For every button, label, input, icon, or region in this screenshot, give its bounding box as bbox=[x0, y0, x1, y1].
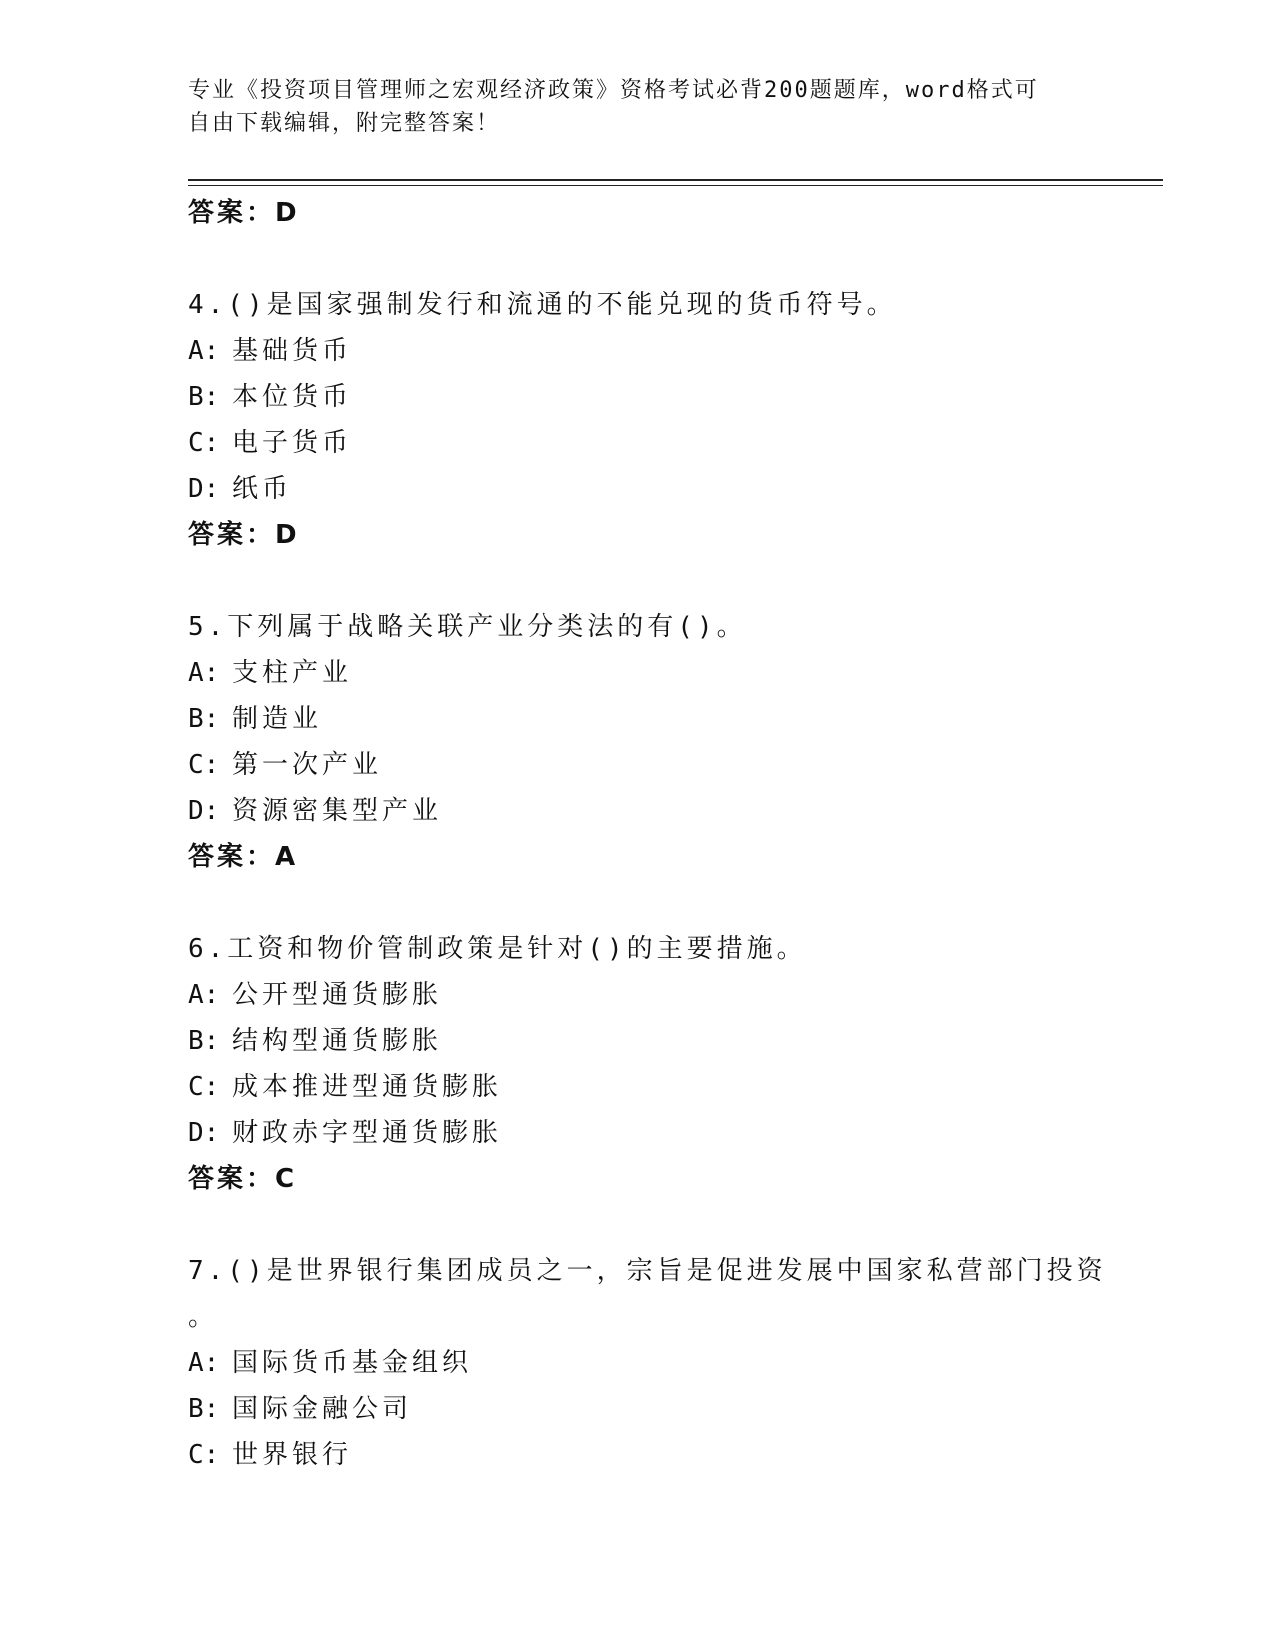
option-key: B: bbox=[188, 1394, 220, 1424]
option-text: 纸币 bbox=[232, 474, 293, 504]
header-line-2: 自由下载编辑，附完整答案！ bbox=[188, 111, 501, 136]
option-c bbox=[188, 420, 1088, 466]
option-a bbox=[188, 972, 1088, 1018]
question-block bbox=[188, 282, 1088, 558]
option-text: 资源密集型产业 bbox=[232, 796, 443, 826]
option-b bbox=[188, 374, 1088, 420]
answer-line: 答案：D bbox=[188, 198, 300, 228]
option-key: D: bbox=[188, 796, 220, 826]
question-block bbox=[188, 1248, 1107, 1478]
option-text: 第一次产业 bbox=[232, 750, 383, 780]
option-key: B: bbox=[188, 1026, 220, 1056]
option-text: 国际货币基金组织 bbox=[232, 1348, 473, 1378]
question-stem: 7.()是世界银行集团成员之一，宗旨是促进发展中国家私营部门投资 bbox=[188, 1256, 1107, 1286]
header-line-1: 专业《投资项目管理师之宏观经济政策》资格考试必背200题题库，word格式可 bbox=[188, 78, 1039, 103]
question-list bbox=[188, 190, 1107, 1478]
option-key: D: bbox=[188, 474, 220, 504]
option-key: C: bbox=[188, 428, 220, 458]
option-key: D: bbox=[188, 1118, 220, 1148]
option-key: C: bbox=[188, 750, 220, 780]
option-c bbox=[188, 1432, 1088, 1478]
option-d bbox=[188, 466, 1088, 512]
option-d bbox=[188, 788, 1088, 834]
answer-line: 答案：D bbox=[188, 520, 300, 550]
option-b bbox=[188, 1018, 1088, 1064]
option-key: A: bbox=[188, 980, 220, 1010]
option-text: 国际金融公司 bbox=[232, 1394, 413, 1424]
header-divider-thin bbox=[188, 185, 1163, 186]
question-block bbox=[188, 926, 1088, 1202]
option-b bbox=[188, 696, 1088, 742]
question-block bbox=[188, 604, 1088, 880]
option-key: B: bbox=[188, 382, 220, 412]
question-stem: 5.下列属于战略关联产业分类法的有()。 bbox=[188, 612, 747, 642]
option-text: 财政赤字型通货膨胀 bbox=[232, 1118, 503, 1148]
option-a bbox=[188, 650, 1088, 696]
option-text: 结构型通货膨胀 bbox=[232, 1026, 443, 1056]
option-key: A: bbox=[188, 336, 220, 366]
question-stem-continued: 。 bbox=[188, 1302, 219, 1332]
header-divider-thick bbox=[188, 179, 1163, 181]
question-stem: 6.工资和物价管制政策是针对()的主要措施。 bbox=[188, 934, 807, 964]
option-a bbox=[188, 1340, 1088, 1386]
option-text: 世界银行 bbox=[232, 1440, 353, 1470]
option-key: B: bbox=[188, 704, 220, 734]
option-key: C: bbox=[188, 1072, 220, 1102]
option-text: 公开型通货膨胀 bbox=[232, 980, 443, 1010]
option-d bbox=[188, 1110, 1088, 1156]
option-text: 制造业 bbox=[232, 704, 323, 734]
option-key: A: bbox=[188, 1348, 220, 1378]
option-text: 成本推进型通货膨胀 bbox=[232, 1072, 503, 1102]
option-c bbox=[188, 1064, 1088, 1110]
option-key: A: bbox=[188, 658, 220, 688]
option-text: 支柱产业 bbox=[232, 658, 353, 688]
option-text: 本位货币 bbox=[232, 382, 353, 412]
question-stem: 4.()是国家强制发行和流通的不能兑现的货币符号。 bbox=[188, 290, 897, 320]
answer-line: 答案：A bbox=[188, 842, 299, 872]
option-c bbox=[188, 742, 1088, 788]
option-key: C: bbox=[188, 1440, 220, 1470]
answer-line: 答案：C bbox=[188, 1164, 298, 1194]
option-text: 基础货币 bbox=[232, 336, 353, 366]
option-text: 电子货币 bbox=[232, 428, 353, 458]
document-header bbox=[188, 74, 1068, 140]
option-b bbox=[188, 1386, 1088, 1432]
option-a bbox=[188, 328, 1088, 374]
